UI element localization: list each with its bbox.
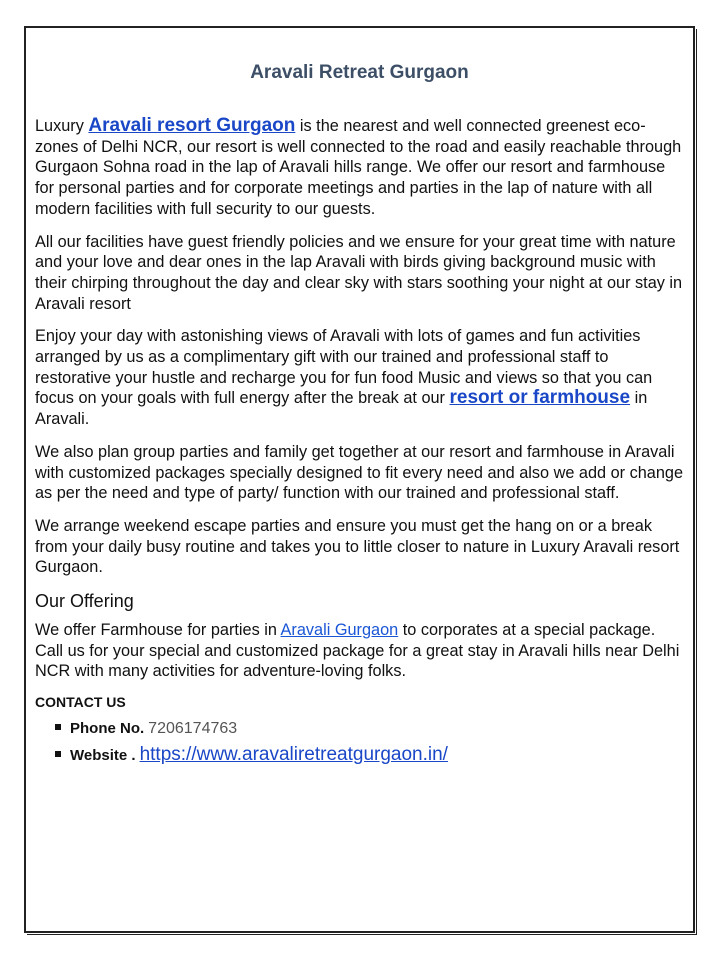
contact-heading: CONTACT US (35, 694, 126, 711)
page-title: Aravali Retreat Gurgaon (250, 62, 469, 83)
website-item (55, 744, 685, 766)
page-frame (24, 26, 695, 933)
intro-paragraph: Luxury Aravali resort Gurgaon is the nearest and well connected greenest eco-zones of Delhi NCR, our resort is well connected to the road and easily reachable through Gurgaon Sohna road in the lap of Aravali hills range. We offer our resort and farmhouse for personal parties and for corporate meetings and parties in the lap of nature with all modern facilities with full security to our guests. (35, 115, 682, 218)
content-body (35, 116, 685, 772)
weekend-paragraph: We arrange weekend escape parties and ensure you must get the hang on or a break from your daily busy routine and takes you to little closer to nature in Luxury Aravali resort Gurgaon. (35, 516, 680, 577)
offering-paragraph: We offer Farmhouse for parties in Aravali Gurgaon to corporates at a special package. Call us for your special and customized package for a great stay in Aravali hills near Delhi NCR with many activities for adventure-loving folks. (35, 621, 680, 681)
aravali-resort-gurgaon-link[interactable]: Aravali resort Gurgaon (88, 115, 296, 136)
aravali-gurgaon-link[interactable]: Aravali Gurgaon (280, 621, 399, 640)
resort-or-farmhouse-link[interactable]: resort or farmhouse (449, 387, 631, 409)
phone-number[interactable]: 7206174763 (148, 720, 238, 738)
contact-list (35, 720, 685, 766)
bullet-icon (55, 751, 61, 757)
phone-label: Phone No. (70, 720, 145, 738)
bullet-icon (55, 724, 61, 730)
facilities-paragraph: All our facilities have guest friendly policies and we ensure for your great time with nature and your love and dear ones in the lap Aravali with birds giving background music with their chirping throughout the day and clear sky with stars soothing your night at our stay in Aravali resort (35, 232, 683, 313)
offering-heading: Our Offering (35, 591, 134, 612)
website-label: Website . (70, 747, 136, 765)
website-link[interactable]: https://www.aravaliretreatgurgaon.in/ (139, 744, 448, 766)
enjoy-paragraph: Enjoy your day with astonishing views of Aravali with lots of games and fun activities arranged by us as a complimentary gift with our trained and professional staff to restorative your hustle and recharge you for fun food Music and views so that you can focus on your goals with full energy after the break at our resort or farmhouse in Aravali. (35, 327, 653, 429)
phone-item (55, 720, 685, 738)
group-parties-paragraph: We also plan group parties and family get together at our resort and farmhouse in Aravali with customized packages specially designed to fit every need and also we add or change as per the need and type of party/ function with our trained and professional staff. (35, 442, 684, 503)
